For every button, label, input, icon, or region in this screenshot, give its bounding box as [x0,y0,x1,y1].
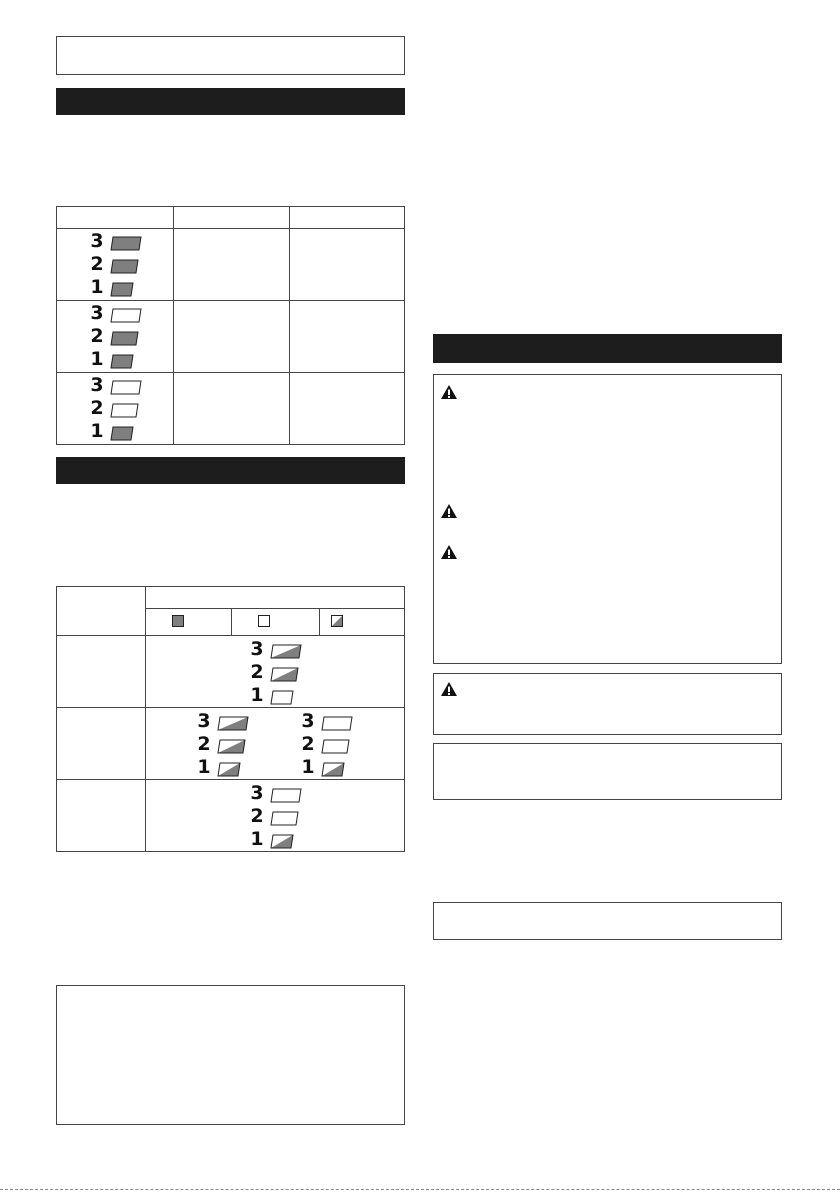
level-segment-lit [110,236,142,251]
table-header-divider [57,635,404,636]
note-box-bottom-left [56,985,405,1125]
level-number: 3 [301,710,315,732]
level-segment-off [270,788,302,803]
level-number: 3 [90,230,104,252]
warning-triangle-icon [440,384,458,405]
level-number: 2 [250,805,264,827]
level-segment-off [270,690,294,705]
level-segment-blink [217,739,246,754]
table-header-divider [57,228,404,229]
table-subheader-divider [145,608,404,609]
warning-triangle-icon [440,503,458,524]
blinking-swatch-icon [331,614,343,632]
level-segment-blink [217,762,241,777]
warning-box-large [433,374,782,664]
level-segment-blink [270,834,294,849]
level-number: 1 [90,420,104,442]
table-col-divider [173,207,174,444]
level-number: 3 [250,638,264,660]
section-heading-bar-1 [56,88,405,115]
table-subcol-divider [231,608,232,635]
level-segment-off [321,716,353,731]
level-segment-lit [110,426,134,441]
level-number: 1 [90,348,104,370]
off-swatch-icon [258,614,270,632]
table-row-divider [57,372,404,373]
lit-swatch-icon [172,614,184,632]
level-segment-off [321,739,350,754]
warning-triangle-icon [440,681,458,702]
table-row-divider [57,707,404,708]
level-segment-lit [110,282,134,297]
battery-capacity-table [56,206,405,445]
level-number: 3 [197,710,211,732]
level-segment-blink [270,667,299,682]
level-segment-off [110,380,142,395]
warning-triangle-icon [440,544,458,565]
table-subcol-divider [319,608,320,635]
level-number: 2 [301,733,315,755]
level-segment-lit [110,331,139,346]
level-number: 2 [90,397,104,419]
page-bottom-rule [0,1189,840,1190]
level-number: 1 [301,756,315,778]
level-segment-off [110,308,142,323]
section-heading-bar-3 [433,334,782,363]
table-row-divider [57,779,404,780]
level-segment-lit [110,354,134,369]
level-segment-off [110,403,139,418]
level-segment-lit [110,259,139,274]
level-number: 1 [90,276,104,298]
table-col-divider [145,587,146,851]
level-number: 1 [250,828,264,850]
level-segment-blink [270,644,302,659]
note-box-right-1 [433,743,782,800]
level-number: 3 [250,782,264,804]
level-number: 2 [90,253,104,275]
level-segment-blink [217,716,249,731]
level-segment-off [270,811,299,826]
level-number: 2 [90,325,104,347]
level-number: 2 [197,733,211,755]
level-number: 2 [250,661,264,683]
level-number: 1 [197,756,211,778]
level-segment-blink [321,762,345,777]
note-box-top-left [56,36,405,75]
level-number: 1 [250,684,264,706]
table-col-divider [289,207,290,444]
level-number: 3 [90,302,104,324]
section-heading-bar-2 [56,457,405,484]
level-number: 3 [90,374,104,396]
table-row-divider [57,300,404,301]
warning-box-small [433,673,782,735]
note-box-right-2 [433,902,782,940]
